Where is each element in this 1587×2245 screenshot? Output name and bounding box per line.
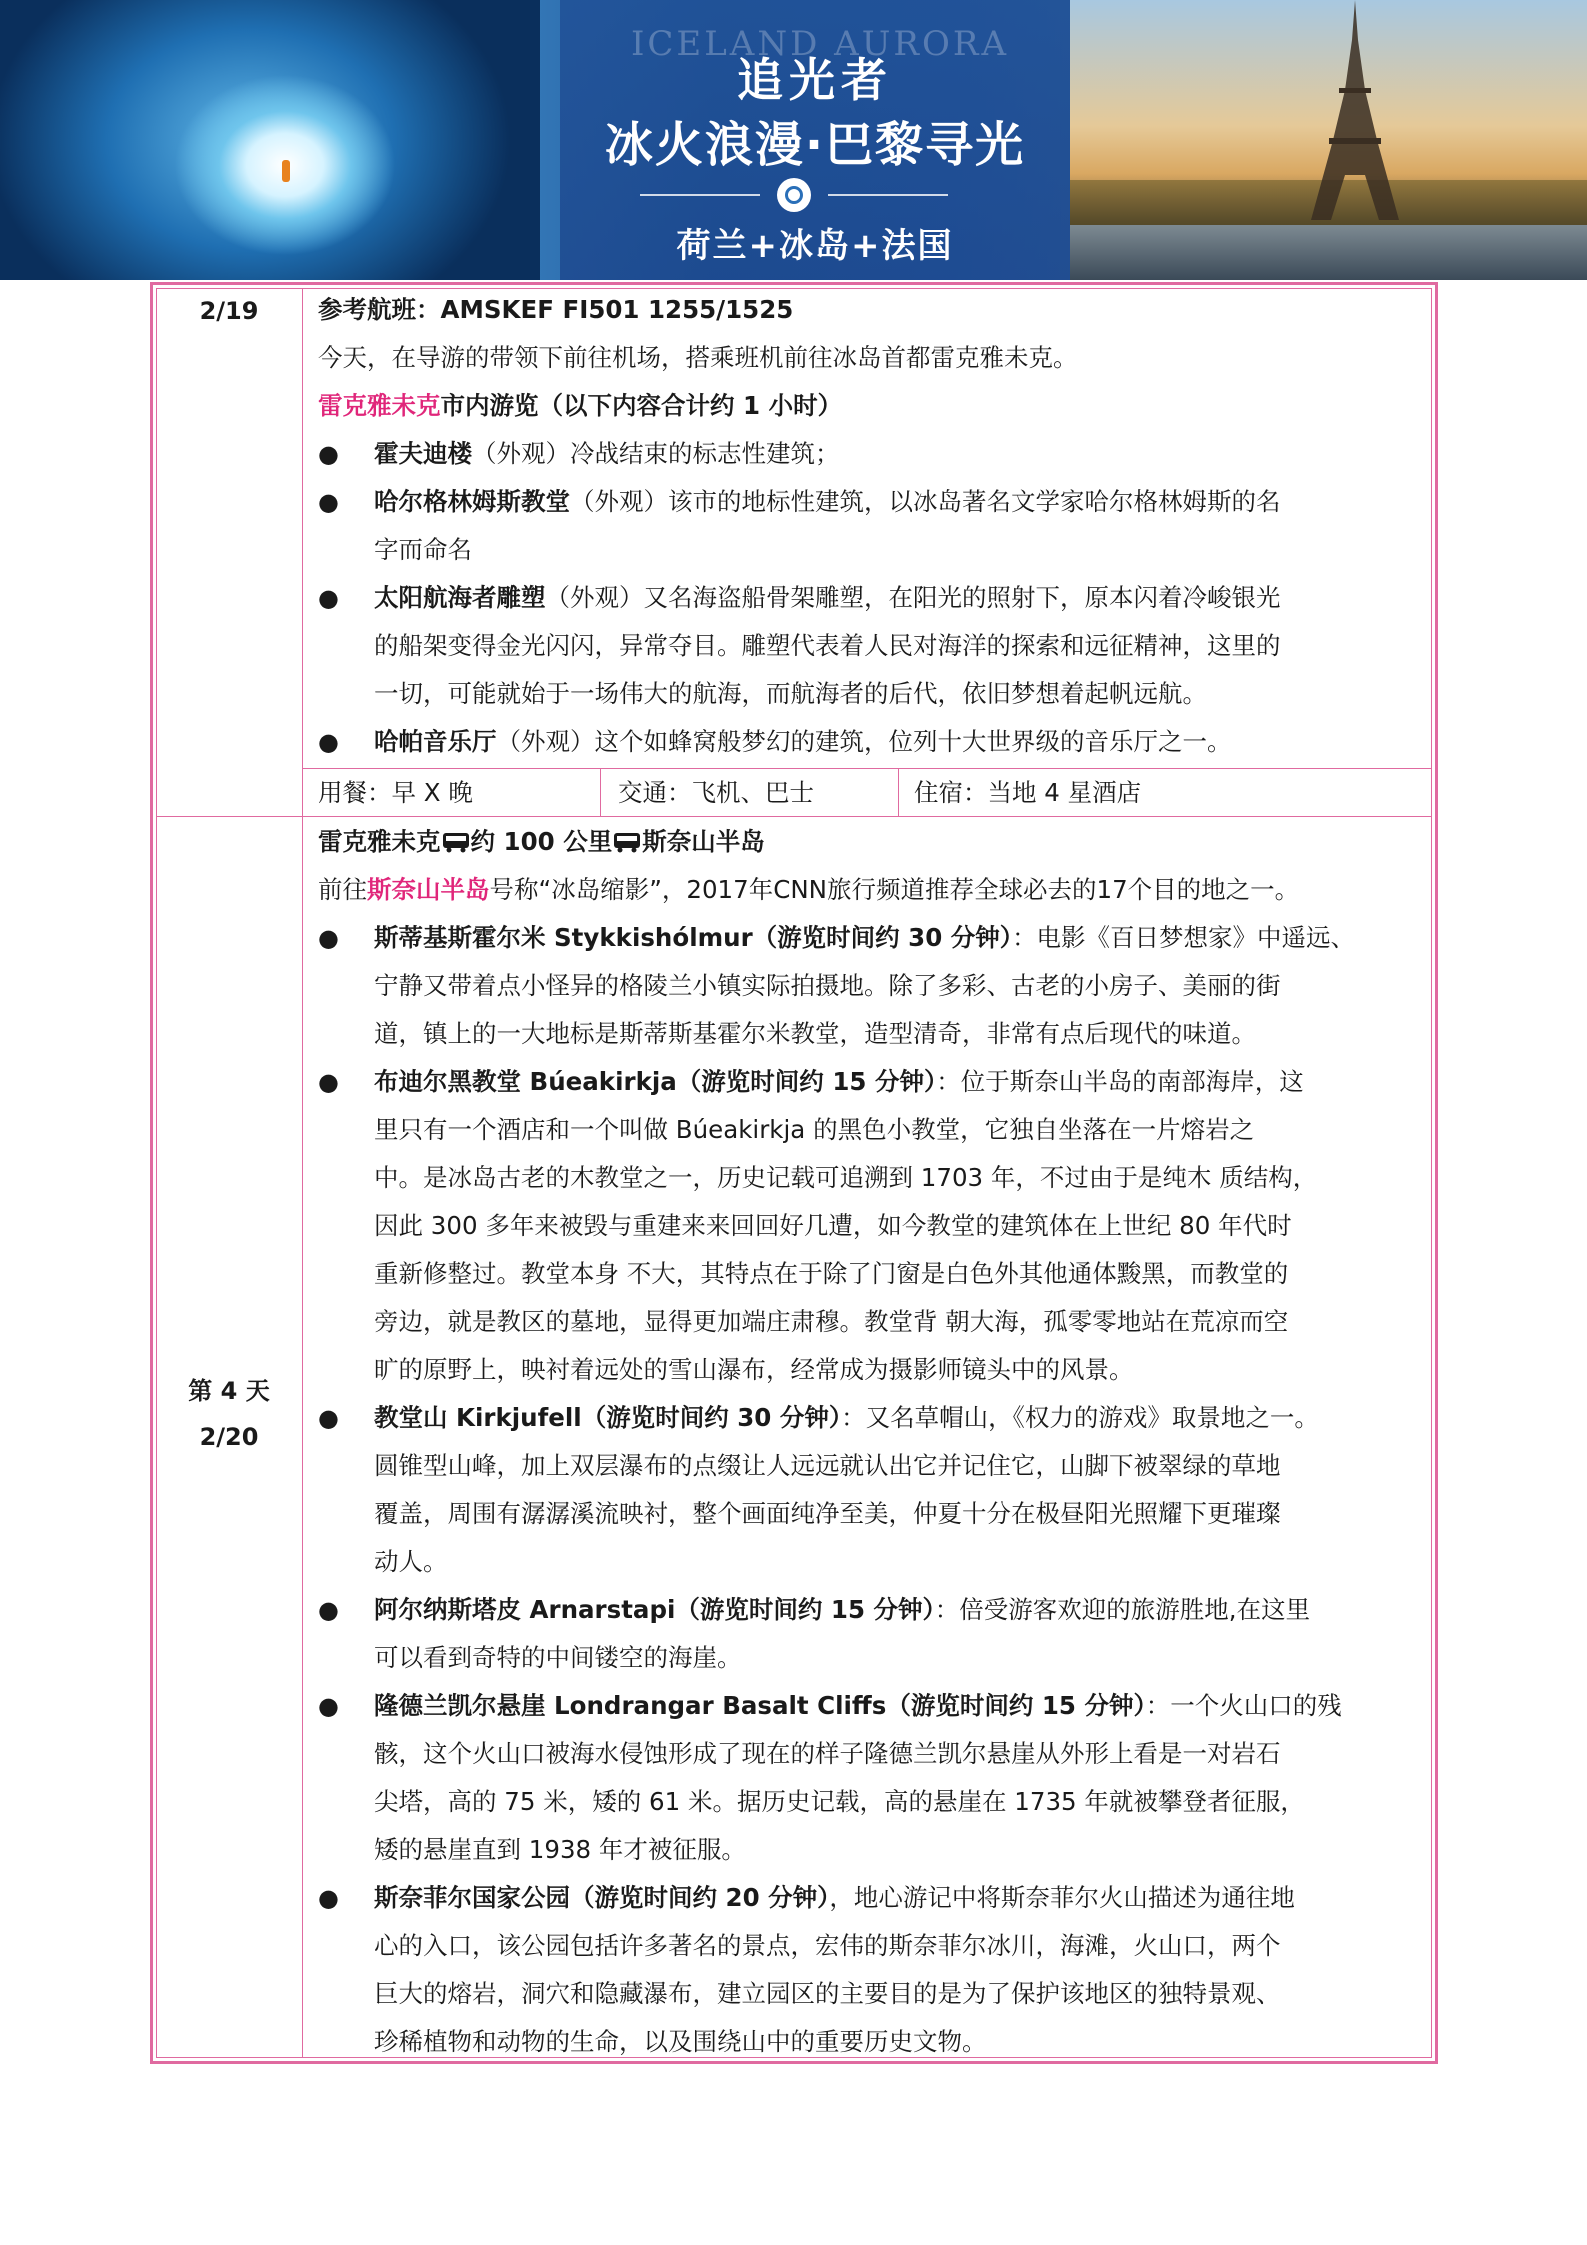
attraction-text-line: 旁边，就是教区的墓地，显得更加端庄肃穆。教堂背 朝大海，孤零零地站在荒凉而空 [374,1307,1289,1336]
day4-bullet [318,1682,1426,1874]
intro-place: 斯奈山半岛 [367,875,490,904]
attraction-text: ：倍受游客欢迎的旅游胜地,在这里 [934,1595,1311,1624]
ice-cave-image [0,0,540,280]
attraction-text-line: 巨大的熔岩，洞穴和隐藏瀑布，建立园区的主要目的是为了保护该地区的独特景观、 [374,1979,1281,2008]
attraction-text-line: 宁静又带着点小怪异的格陵兰小镇实际拍摄地。除了多彩、古老的小房子、美丽的街 [374,971,1281,1000]
day4-date: 2/20 [199,1423,259,1451]
bullet-dot-icon: ● [318,728,339,756]
bullet-dot-icon: ● [318,1884,339,1912]
attraction-text-line: 一切，可能就始于一场伟大的航海，而航海者的后代，依旧梦想着起帆远航。 [374,679,1207,708]
bullet-dot-icon: ● [318,440,339,468]
day3-city: 雷克雅未克 [318,391,441,420]
day4-route [318,818,1426,866]
logo-divider-left [640,194,760,196]
bus-icon [441,831,471,853]
eiffel-tower-icon [1295,0,1415,220]
attraction-text-line: 心的入口，该公园包括许多著名的景点，宏伟的斯奈菲尔冰川，海滩，火山口，两个 [374,1931,1281,1960]
day3-bullet [318,430,1426,478]
day3-content [318,286,1426,766]
attraction-name: 哈帕音乐厅 [374,727,497,756]
bullet-dot-icon: ● [318,924,339,952]
banner-title-line2: 冰火浪漫·巴黎寻光 [604,117,1026,173]
day3-flight: 参考航班：AMSKEF FI501 1255/1525 [318,295,794,324]
day3-bullet [318,574,1426,718]
day3-meal: 用餐：早 X 晚 [318,778,473,807]
attraction-text: ，地心游记中将斯奈菲尔火山描述为通往地 [829,1883,1295,1912]
day4-bullet [318,1058,1426,1394]
attraction-text-line: 动人。 [374,1547,448,1576]
day3-date: 2/19 [199,297,259,325]
day4-bullet [318,1586,1426,1682]
attraction-text: ：电影《百日梦想家》中遥远、 [1012,923,1356,952]
seine-river [1070,225,1587,280]
bullet-dot-icon: ● [318,1596,339,1624]
bus-icon [612,831,642,853]
attraction-text-line: 圆锥型山峰，加上双层瀑布的点缀让人远远就认出它并记住它，山脚下被翠绿的草地 [374,1451,1281,1480]
attraction-text-line: 旷的原野上，映衬着远处的雪山瀑布，经常成为摄影师镜头中的风景。 [374,1355,1134,1384]
attraction-text-line: 因此 300 多年来被毁与重建来来回回好几遭，如今教堂的建筑体在上世纪 80 年代时 [374,1211,1292,1240]
bullet-dot-icon: ● [318,488,339,516]
attraction-name: 斯蒂基斯霍尔米 Stykkishólmur（游览时间约 30 分钟） [374,923,1013,952]
attraction-name: 教堂山 Kirkjufell（游览时间约 30 分钟） [374,1403,842,1432]
day4-bullet [318,1394,1426,1586]
attraction-text-line: 里只有一个酒店和一个叫做 Búeakirkja 的黑色小教堂，它独自坐落在一片熔岩之 [374,1115,1255,1144]
day3-bullet [318,718,1426,766]
attraction-text-line: 尖塔，高的 75 米，矮的 61 米。据历史记载，高的悬崖在 1735 年就被攀登者征服， [374,1787,1305,1816]
day3-intro: 今天，在导游的带领下前往机场，搭乘班机前往冰岛首都雷克雅未克。 [318,343,1078,372]
attraction-text: （外观）又名海盗船骨架雕塑，在阳光的照射下，原本闪着冷峻银光 [545,583,1281,612]
attraction-name: 太阳航海者雕塑 [374,583,546,612]
attraction-text-line: 道，镇上的一大地标是斯蒂斯基霍尔米教堂，造型清奇，非常有点后现代的味道。 [374,1019,1256,1048]
banner-title-line1: 追光者 [737,53,893,107]
attraction-text: （外观）这个如蜂窝般梦幻的建筑，位列十大世界级的音乐厅之一。 [496,727,1232,756]
attraction-text-line: 字而命名 [374,535,472,564]
banner-watermark: ICELAND AURORA [630,24,1010,64]
route-from: 雷克雅未克 [318,827,441,856]
attraction-text: （外观）该市的地标性建筑，以冰岛著名文学家哈尔格林姆斯的名 [570,487,1281,516]
day4-bullet [318,1874,1426,2066]
intro-pre: 前往 [318,875,367,904]
banner-subtitle: 荷兰+冰岛+法国 [676,226,954,266]
day3-bullet [318,478,1426,574]
attraction-name: 布迪尔黑教堂 Búeakirkja（游览时间约 15 分钟） [374,1067,937,1096]
day4-bullet [318,914,1426,1058]
day3-section-rest: 市内游览（以下内容合计约 1 小时） [440,391,843,420]
attraction-text: ：位于斯奈山半岛的南部海岸，这 [936,1067,1304,1096]
attraction-text-line: 中。是冰岛古老的木教堂之一，历史记载可追溯到 1703 年，不过由于是纯木 质结构， [374,1163,1318,1192]
day3-transport: 交通：飞机、巴士 [618,778,814,807]
day4-label: 第 4 天 [188,1377,270,1405]
row-divider [156,816,1432,817]
day4-intro [318,866,1426,914]
day4-content [318,818,1426,2066]
bullet-dot-icon: ● [318,1692,339,1720]
route-distance: 约 100 公里 [470,827,613,856]
attraction-name: 隆德兰凯尔悬崖 Londrangar Basalt Cliffs（游览时间约 15 分钟） [374,1691,1146,1720]
attraction-text: ：又名草帽山，《权力的游戏》取景地之一。 [841,1403,1319,1432]
bullet-dot-icon: ● [318,1404,339,1432]
attraction-name: 霍夫迪楼 [374,439,472,468]
day3-section-title [318,382,1426,430]
attraction-text-line: 骸，这个火山口被海水侵蚀形成了现在的样子隆德兰凯尔悬崖从外形上看是一对岩石 [374,1739,1281,1768]
attraction-text-line: 矮的悬崖直到 1938 年才被征服。 [374,1835,746,1864]
attraction-text: ：一个火山口的残 [1145,1691,1342,1720]
header-banner [0,0,1587,280]
attraction-text-line: 可以看到奇特的中间镂空的海崖。 [374,1643,742,1672]
attraction-text-line: 覆盖，周围有潺潺溪流映衬，整个画面纯净至美，仲夏十分在极昼阳光照耀下更璀璨 [374,1499,1281,1528]
attraction-name: 阿尔纳斯塔皮 Arnarstapi（游览时间约 15 分钟） [374,1595,935,1624]
bullet-dot-icon: ● [318,584,339,612]
meal-row-divider [302,768,1432,769]
attraction-name: 哈尔格林姆斯教堂 [374,487,570,516]
meal-col-divider-2 [898,768,899,816]
attraction-text: （外观）冷战结束的标志性建筑； [472,439,840,468]
explorer-figure [282,160,290,182]
attraction-text-line: 的船架变得金光闪闪，异常夺目。雕塑代表着人民对海洋的探索和远征精神，这里的 [374,631,1281,660]
bullet-dot-icon: ● [318,1068,339,1096]
intro-post: 号称“冰岛缩影”，2017年CNN旅行频道推荐全球必去的17个目的地之一。 [489,875,1300,904]
attraction-text-line: 珍稀植物和动物的生命，以及围绕山中的重要历史文物。 [374,2027,987,2056]
day3-hotel: 住宿：当地 4 星酒店 [914,778,1142,807]
logo-divider-right [828,194,948,196]
meal-col-divider-1 [600,768,601,816]
brand-logo-icon [777,178,811,212]
attraction-text-line: 重新修整过。教堂本身 不大，其特点在于除了门窗是白色外其他通体黢黑，而教堂的 [374,1259,1289,1288]
attraction-name: 斯奈菲尔国家公园（游览时间约 20 分钟） [374,1883,830,1912]
column-divider [302,288,303,2058]
route-to: 斯奈山半岛 [642,827,765,856]
